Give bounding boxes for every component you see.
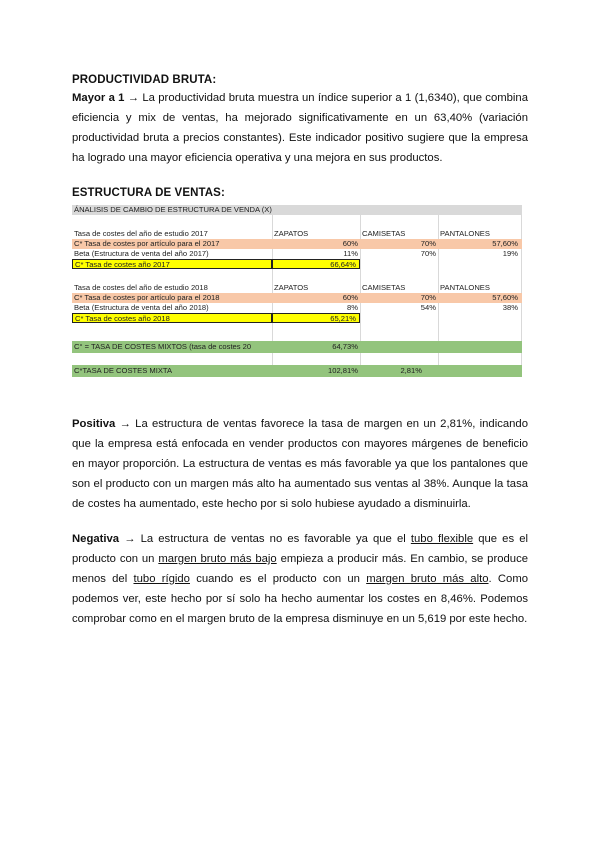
underlined-term: margen bruto más alto — [366, 573, 489, 585]
table-title-row — [72, 205, 522, 215]
underlined-term: tubo rígido — [133, 573, 190, 585]
table-row — [72, 313, 522, 323]
table-cell: 60% — [342, 239, 358, 248]
table-row — [72, 229, 522, 239]
table-cell: 70% — [420, 239, 436, 248]
table-row — [72, 365, 522, 377]
lead-mayor: Mayor a 1 — [72, 92, 125, 104]
table-cell: 65,21% — [272, 313, 360, 323]
table-cell: 57,60% — [492, 239, 518, 248]
row-label: Beta (Estructura de venta del año 2018) — [74, 303, 209, 312]
row-label: C* Tasa de costes año 2018 — [72, 313, 272, 323]
estructura-table — [72, 205, 522, 377]
table-cell: 66,64% — [272, 259, 360, 269]
row-label: C* Tasa de costes por artículo para el 2018 — [74, 293, 220, 302]
column-header-zapatos: ZAPATOS — [274, 229, 309, 238]
table-row — [72, 341, 522, 353]
table-cell: 57,60% — [492, 293, 518, 302]
column-header-pantalones: PANTALONES — [440, 283, 490, 292]
paragraph-text: empieza a producir más. En cambio, se produce menos del — [72, 553, 529, 585]
paragraph-negativa — [72, 529, 528, 629]
underlined-term: margen bruto más bajo — [158, 553, 277, 565]
row-label: C° = TASA DE COSTES MIXTOS (tasa de costes 20 — [74, 342, 252, 351]
table-title: ÁNALISIS DE CAMBIO DE ESTRUCTURA DE VENDA (X) — [74, 205, 272, 214]
column-header-pantalones: PANTALONES — [440, 229, 490, 238]
table-cell: 60% — [342, 293, 358, 302]
table-cell: 8% — [347, 303, 358, 312]
section-heading-estructura: ESTRUCTURA DE VENTAS: — [72, 187, 225, 199]
section-heading-productividad: PRODUCTIVIDAD BRUTA: — [72, 74, 217, 86]
row-label: C*TASA DE COSTES MIXTA — [74, 366, 173, 375]
table-cell: 11% — [343, 249, 358, 258]
column-header-zapatos: ZAPATOS — [274, 283, 309, 292]
table-row — [72, 303, 522, 313]
paragraph-text: cuando es el producto con un — [196, 573, 360, 585]
column-header-camisetas: CAMISETAS — [362, 229, 406, 238]
paragraph-text: La estructura de ventas favorece la tasa de margen en un 2,81%, indicando que la empresa está enfocada en vender productos con mayores márgenes de beneficio en mayor proporción. La estructura de ventas es más favorable ya que los pantalones que son el producto con un margen más alto ha aumentado sus ventas al 38%. Aunque la tasa de costes ha aumentado, este hecho por si solo hubiese ayudado a disminuirla. — [72, 418, 528, 510]
row-label: Tasa de costes del año de estudio 2017 — [74, 229, 208, 238]
table-cell: 102,81% — [328, 366, 358, 375]
table-cell: 70% — [420, 249, 436, 258]
table-cell: 70% — [420, 293, 436, 302]
paragraph-text: que es el producto con un — [72, 533, 529, 565]
paragraph-text: La estructura de ventas no es favorable ya que el — [140, 533, 406, 545]
row-label: C* Tasa de costes año 2017 — [72, 259, 272, 269]
table-cell: 64,73% — [332, 342, 358, 351]
table-cell: 38% — [502, 303, 518, 312]
table-row — [72, 293, 522, 303]
lead-negativa: Negativa — [72, 533, 120, 545]
lead-positiva: Positiva — [72, 418, 116, 430]
paragraph-positiva — [72, 414, 528, 514]
column-header-camisetas: CAMISETAS — [362, 283, 406, 292]
table-row — [72, 239, 522, 249]
paragraph-productividad — [72, 88, 528, 168]
arrow-glyph: → — [127, 92, 140, 104]
table-row — [72, 259, 522, 269]
table-cell: 2,81% — [400, 366, 422, 375]
table-cell: 54% — [420, 303, 436, 312]
arrow-glyph: → — [124, 533, 136, 545]
paragraph-text: La productividad bruta muestra un índice superior a 1 (1,6340), que combina eficiencia y mix de ventas, ha mejorado significativamente en un 63,40% (variación productividad bruta a precios constantes). Este indicador positivo sugiere que la empresa ha logrado una mayor eficiencia operativa y una mejora en sus productos. — [72, 92, 528, 164]
table-row — [72, 249, 522, 259]
table-cell: 19% — [502, 249, 518, 258]
row-label: C* Tasa de costes por artículo para el 2017 — [74, 239, 220, 248]
row-label: Beta (Estructura de venta del año 2017) — [74, 249, 209, 258]
paragraph-text: . Como podemos ver, este hecho por sí solo ha hecho aumentar los costes en 8,46%. Podemos comprobar como en el margen bruto de la empresa disminuye en un 5,619 por este hecho. — [72, 573, 529, 625]
table-row — [72, 283, 522, 293]
arrow-glyph: → — [119, 418, 131, 430]
underlined-term: tubo flexible — [410, 533, 474, 545]
row-label: Tasa de costes del año de estudio 2018 — [74, 283, 208, 292]
